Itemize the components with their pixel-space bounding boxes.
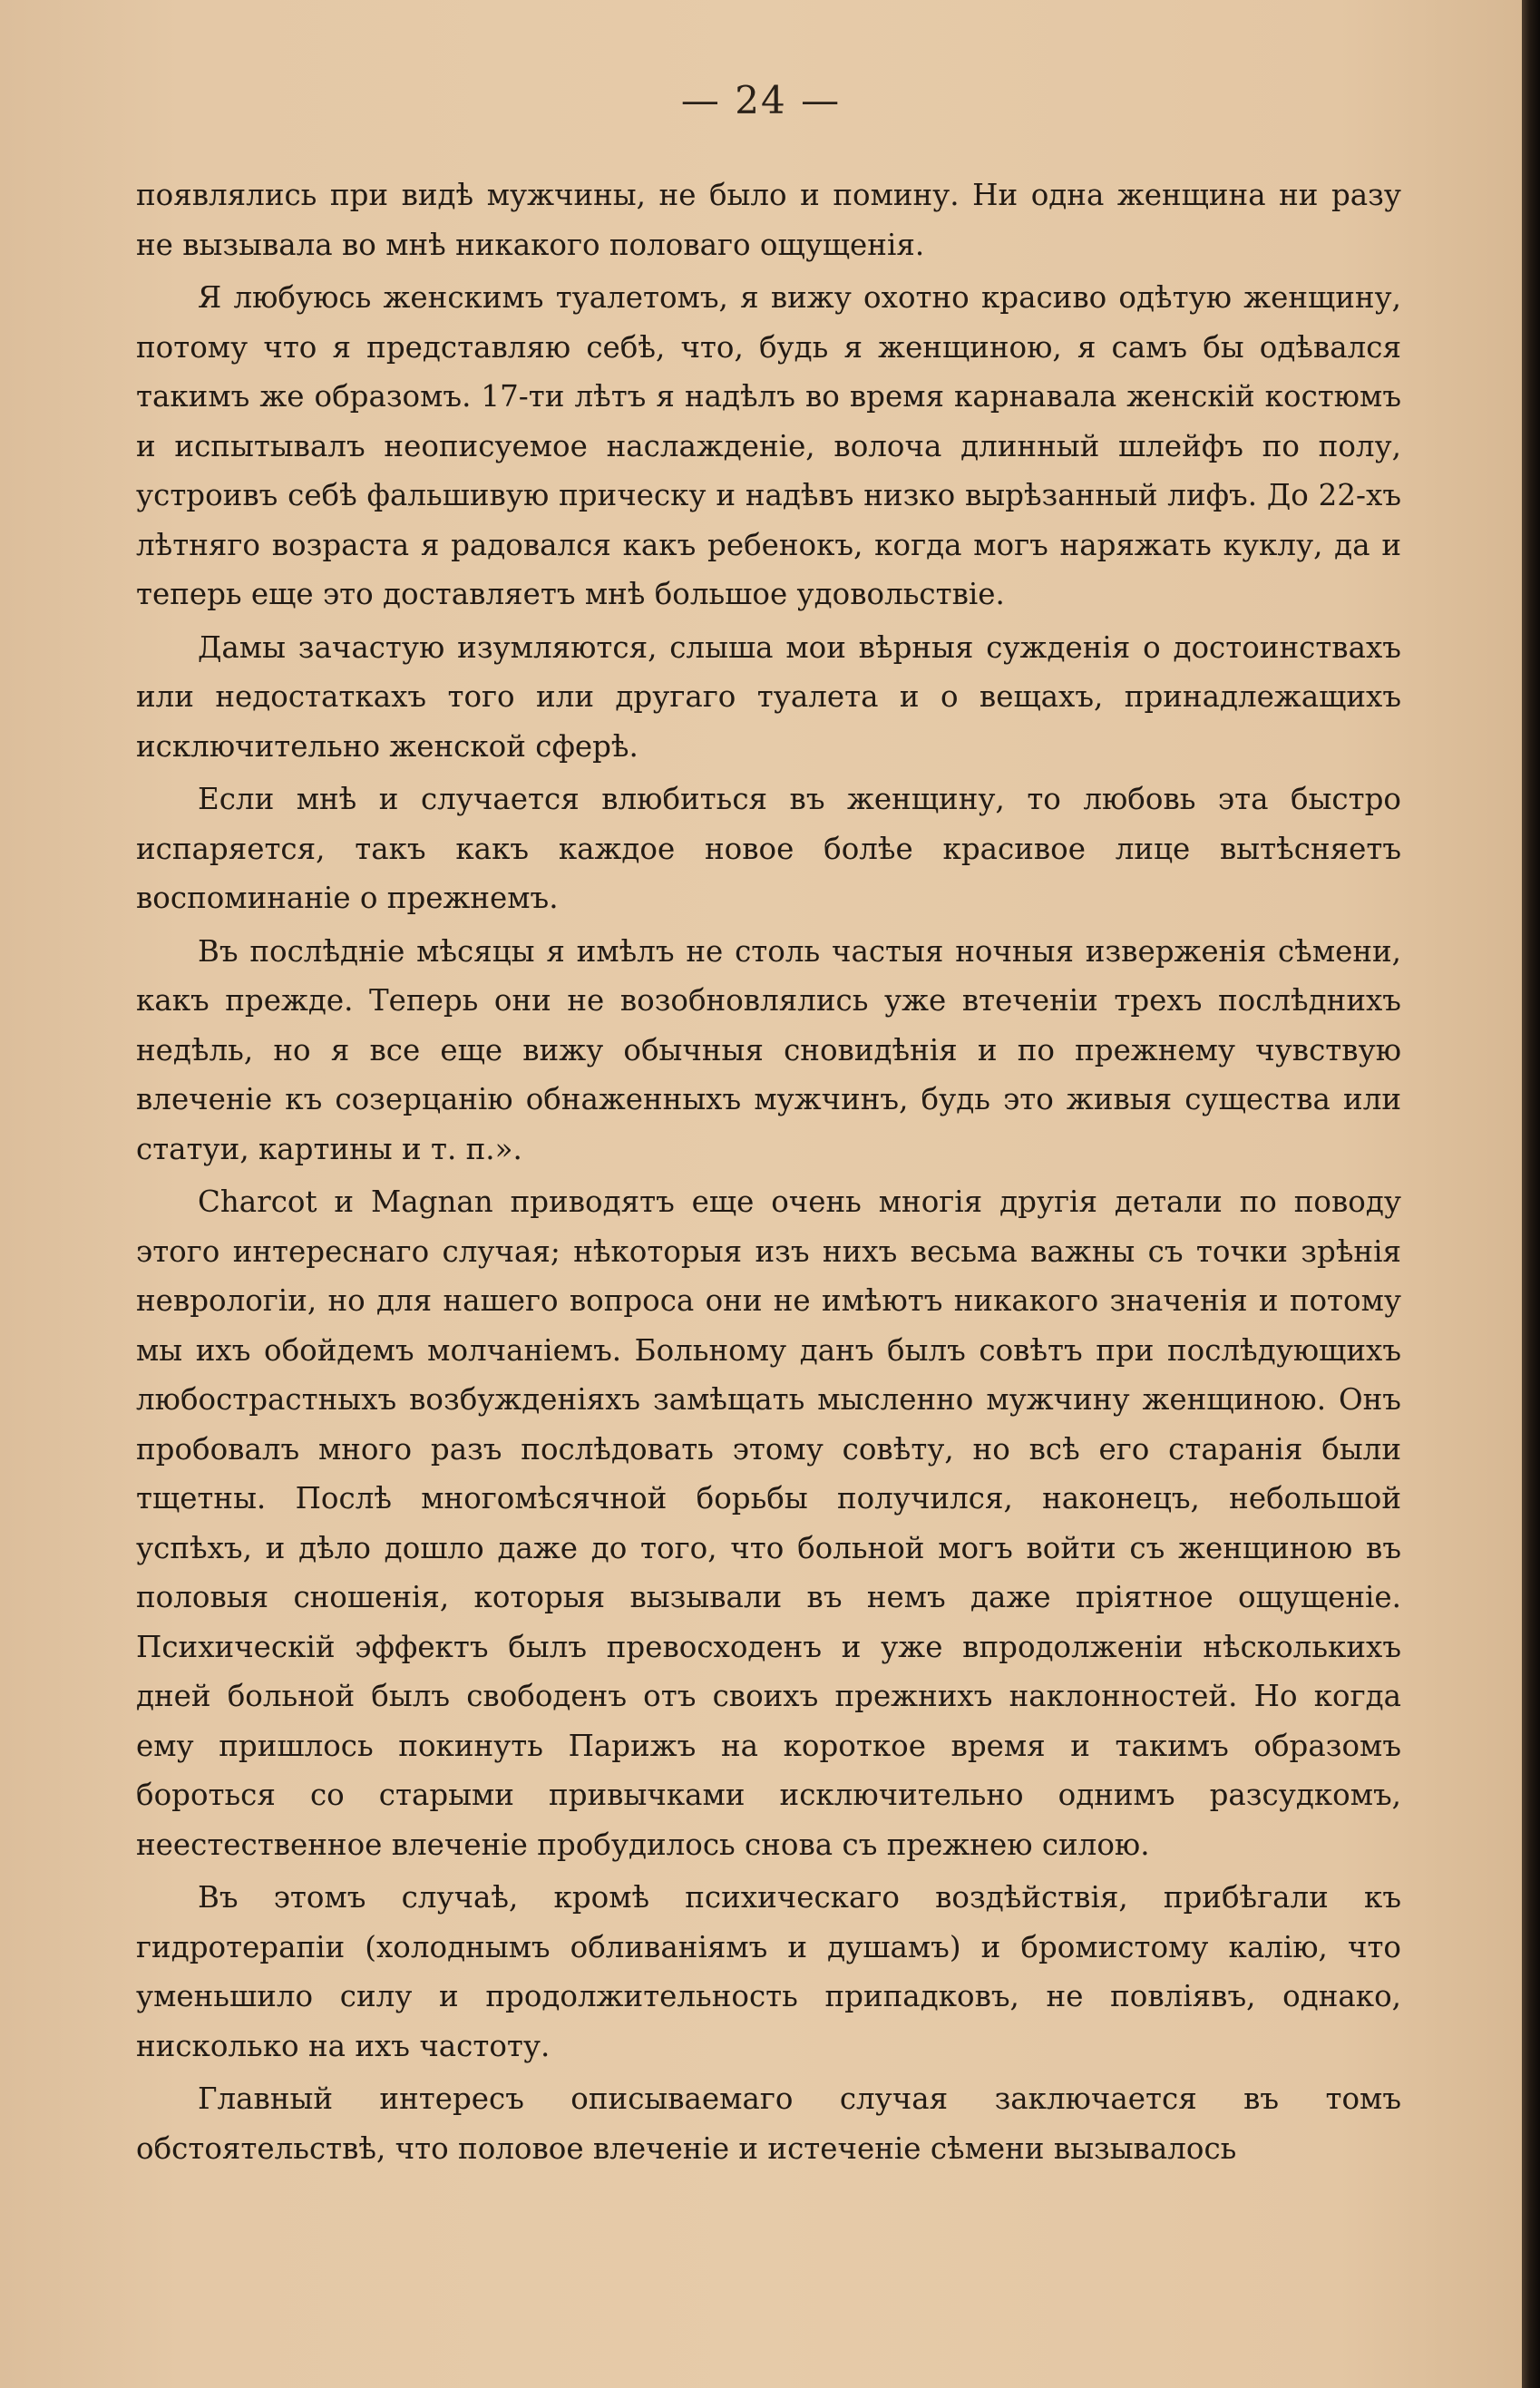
body-text [136,171,1401,2173]
paragraph: Дамы зачастую изумляются, слыша мои вѣрныя сужденія о достоинствахъ или недостаткахъ того или другаго туалета и о вещахъ, принадлежащихъ исключительно женской сферѣ. [136,629,1401,764]
paragraph: появлялись при видѣ мужчины, не было и помину. Ни одна женщина ни разу не вызывала во мнѣ никакого половаго ощущенія. [136,178,1401,262]
page-edge-shadow [1522,0,1540,2388]
paragraph: Главный интересъ описываемаго случая заключается въ томъ обстоятельствѣ, что половое влеченіе и истеченіе сѣмени вызывалось [136,2081,1401,2166]
paragraph: Въ этомъ случаѣ, кромѣ психическаго воздѣйствія, прибѣгали къ гидротерапіи (холоднымъ обливаніямъ и душамъ) и бромистому калію, что уменьшило силу и продолжительность припадковъ, не повліявъ, однако, нисколько на ихъ частоту. [136,1880,1401,2063]
paragraph: Я любуюсь женскимъ туалетомъ, я вижу охотно красиво одѣтую женщину, потому что я представляю себѣ, что, будь я женщиною, я самъ бы одѣвался такимъ же образомъ. 17-ти лѣтъ я надѣлъ во время карнавала женскій костюмъ и испытывалъ неописуемое наслажденіе, волоча длинный шлейфъ по полу, устроивъ себѣ фальшивую прическу и надѣвъ низко вырѣзанный лифъ. До 22-хъ лѣтняго возраста я радовался какъ ребенокъ, когда могъ наряжать куклу, да и теперь еще это доставляетъ мнѣ большое удовольствіе. [136,280,1401,611]
paragraph: Если мнѣ и случается влюбиться въ женщину, то любовь эта быстро испаряется, такъ какъ каждое новое болѣе красивое лице вытѣсняетъ воспоминаніе о прежнемъ. [136,782,1401,915]
page-number: — 24 — [680,78,842,122]
paragraph: Въ послѣдніе мѣсяцы я имѣлъ не столь частыя ночныя изверженія сѣмени, какъ прежде. Теперь они не возобновлялись уже втеченіи трехъ послѣднихъ недѣль, но я все еще вижу обычныя сновидѣнія и по прежнему чувствую влеченіе къ созерцанію обнаженныхъ мужчинъ, будь это живыя существа или статуи, картины и т. п.». [136,933,1401,1166]
paragraph: Charcot и Magnan приводятъ еще очень многія другія детали по поводу этого интереснаго случая; нѣкоторыя изъ нихъ весьма важны съ точки зрѣнія неврологіи, но для нашего вопроса они не имѣютъ никакого значенія и потому мы ихъ обойдемъ молчаніемъ. Больному данъ былъ совѣтъ при послѣдующихъ любострастныхъ возбужденіяхъ замѣщать мысленно мужчину женщиною. Онъ пробовалъ много разъ послѣдовать этому совѣту, но всѣ его старанія были тщетны. Послѣ многомѣсячной борьбы получился, наконецъ, небольшой успѣхъ, и дѣло дошло даже до того, что больной могъ войти съ женщиною въ половыя сношенія, которыя вызывали въ немъ даже пріятное ощущеніе. Психическій эффектъ былъ превосходенъ и уже впродолженіи нѣсколькихъ дней больной былъ свободенъ отъ своихъ прежнихъ наклонностей. Но когда ему пришлось покинуть Парижъ на короткое время и такимъ образомъ бороться со старыми привычками исключительно однимъ разсудкомъ, неестественное влеченіе пробудилось снова съ прежнею силою. [136,1184,1401,1862]
